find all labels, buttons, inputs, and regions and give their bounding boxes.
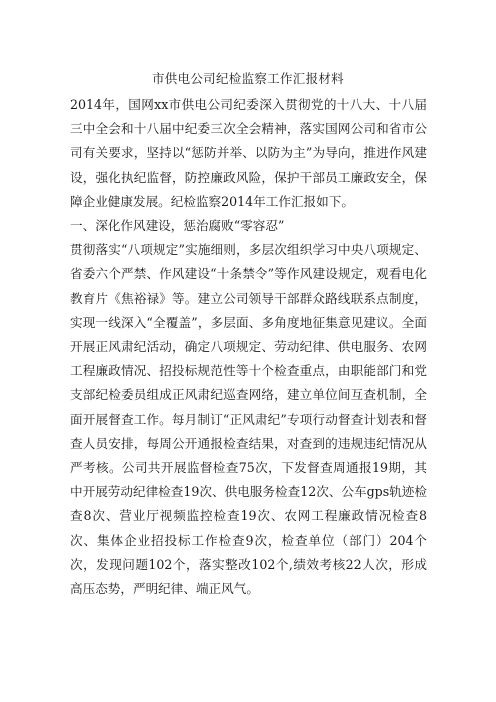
- document-title: 市供电公司纪检监察工作汇报材料: [151, 71, 344, 86]
- intro-paragraph: 2014年，国网xx市供电公司纪委深入贯彻党的十八大、十八届三中全会和十八届中纪委三次全会精神，落实国网公司和省市公司有关要求，坚持以“惩防并举、以防为主”为导向，推进作风建设，强化执纪监督，防控廉政风险，保护干部员工廉政安全，保障企业健康发展。纪检监察2014年工作汇报如下。: [70, 97, 427, 209]
- section-heading: 一、深化作风建设，惩治腐败“零容忍”: [70, 218, 285, 234]
- document-body: [70, 93, 427, 601]
- section-paragraph: 贯彻落实“八项规定”实施细则，多层次组织学习中央八项规定、省委六个严禁、作风建设“十条禁令”等作风建设规定，观看电化教育片《焦裕禄》等。建立公司领导干部群众路线联系点制度，实现一线深入“全覆盖”，多层面、多角度地征集意见建议。全面开展正风肃纪活动，确定八项规定、劳动纪律、供电服务、农网工程廉政情况、招投标规范性等十个检查重点，由职能部门和党支部纪检委员组成正风肃纪巡查网络，建立单位间互查机制，全面开展督查工作。每月制订“正风肃纪”专项行动督查计划表和督查人员安排，每周公开通报检查结果，对查到的违规违纪情况从严考核。公司共开展监督检查75次，下发督查周通报19期，其中开展劳动纪律检查19次、供电服务检查12次、公车gps轨迹检查8次、营业厅视频监控检查19次、农网工程廉政情况检查8次、集体企业招投标工作检查9次，检查单位（部门）204个次，发现问题102个，落实整改102个,绩效考核22人次，形成高压态势，严明纪律、端正风气。: [70, 242, 427, 597]
